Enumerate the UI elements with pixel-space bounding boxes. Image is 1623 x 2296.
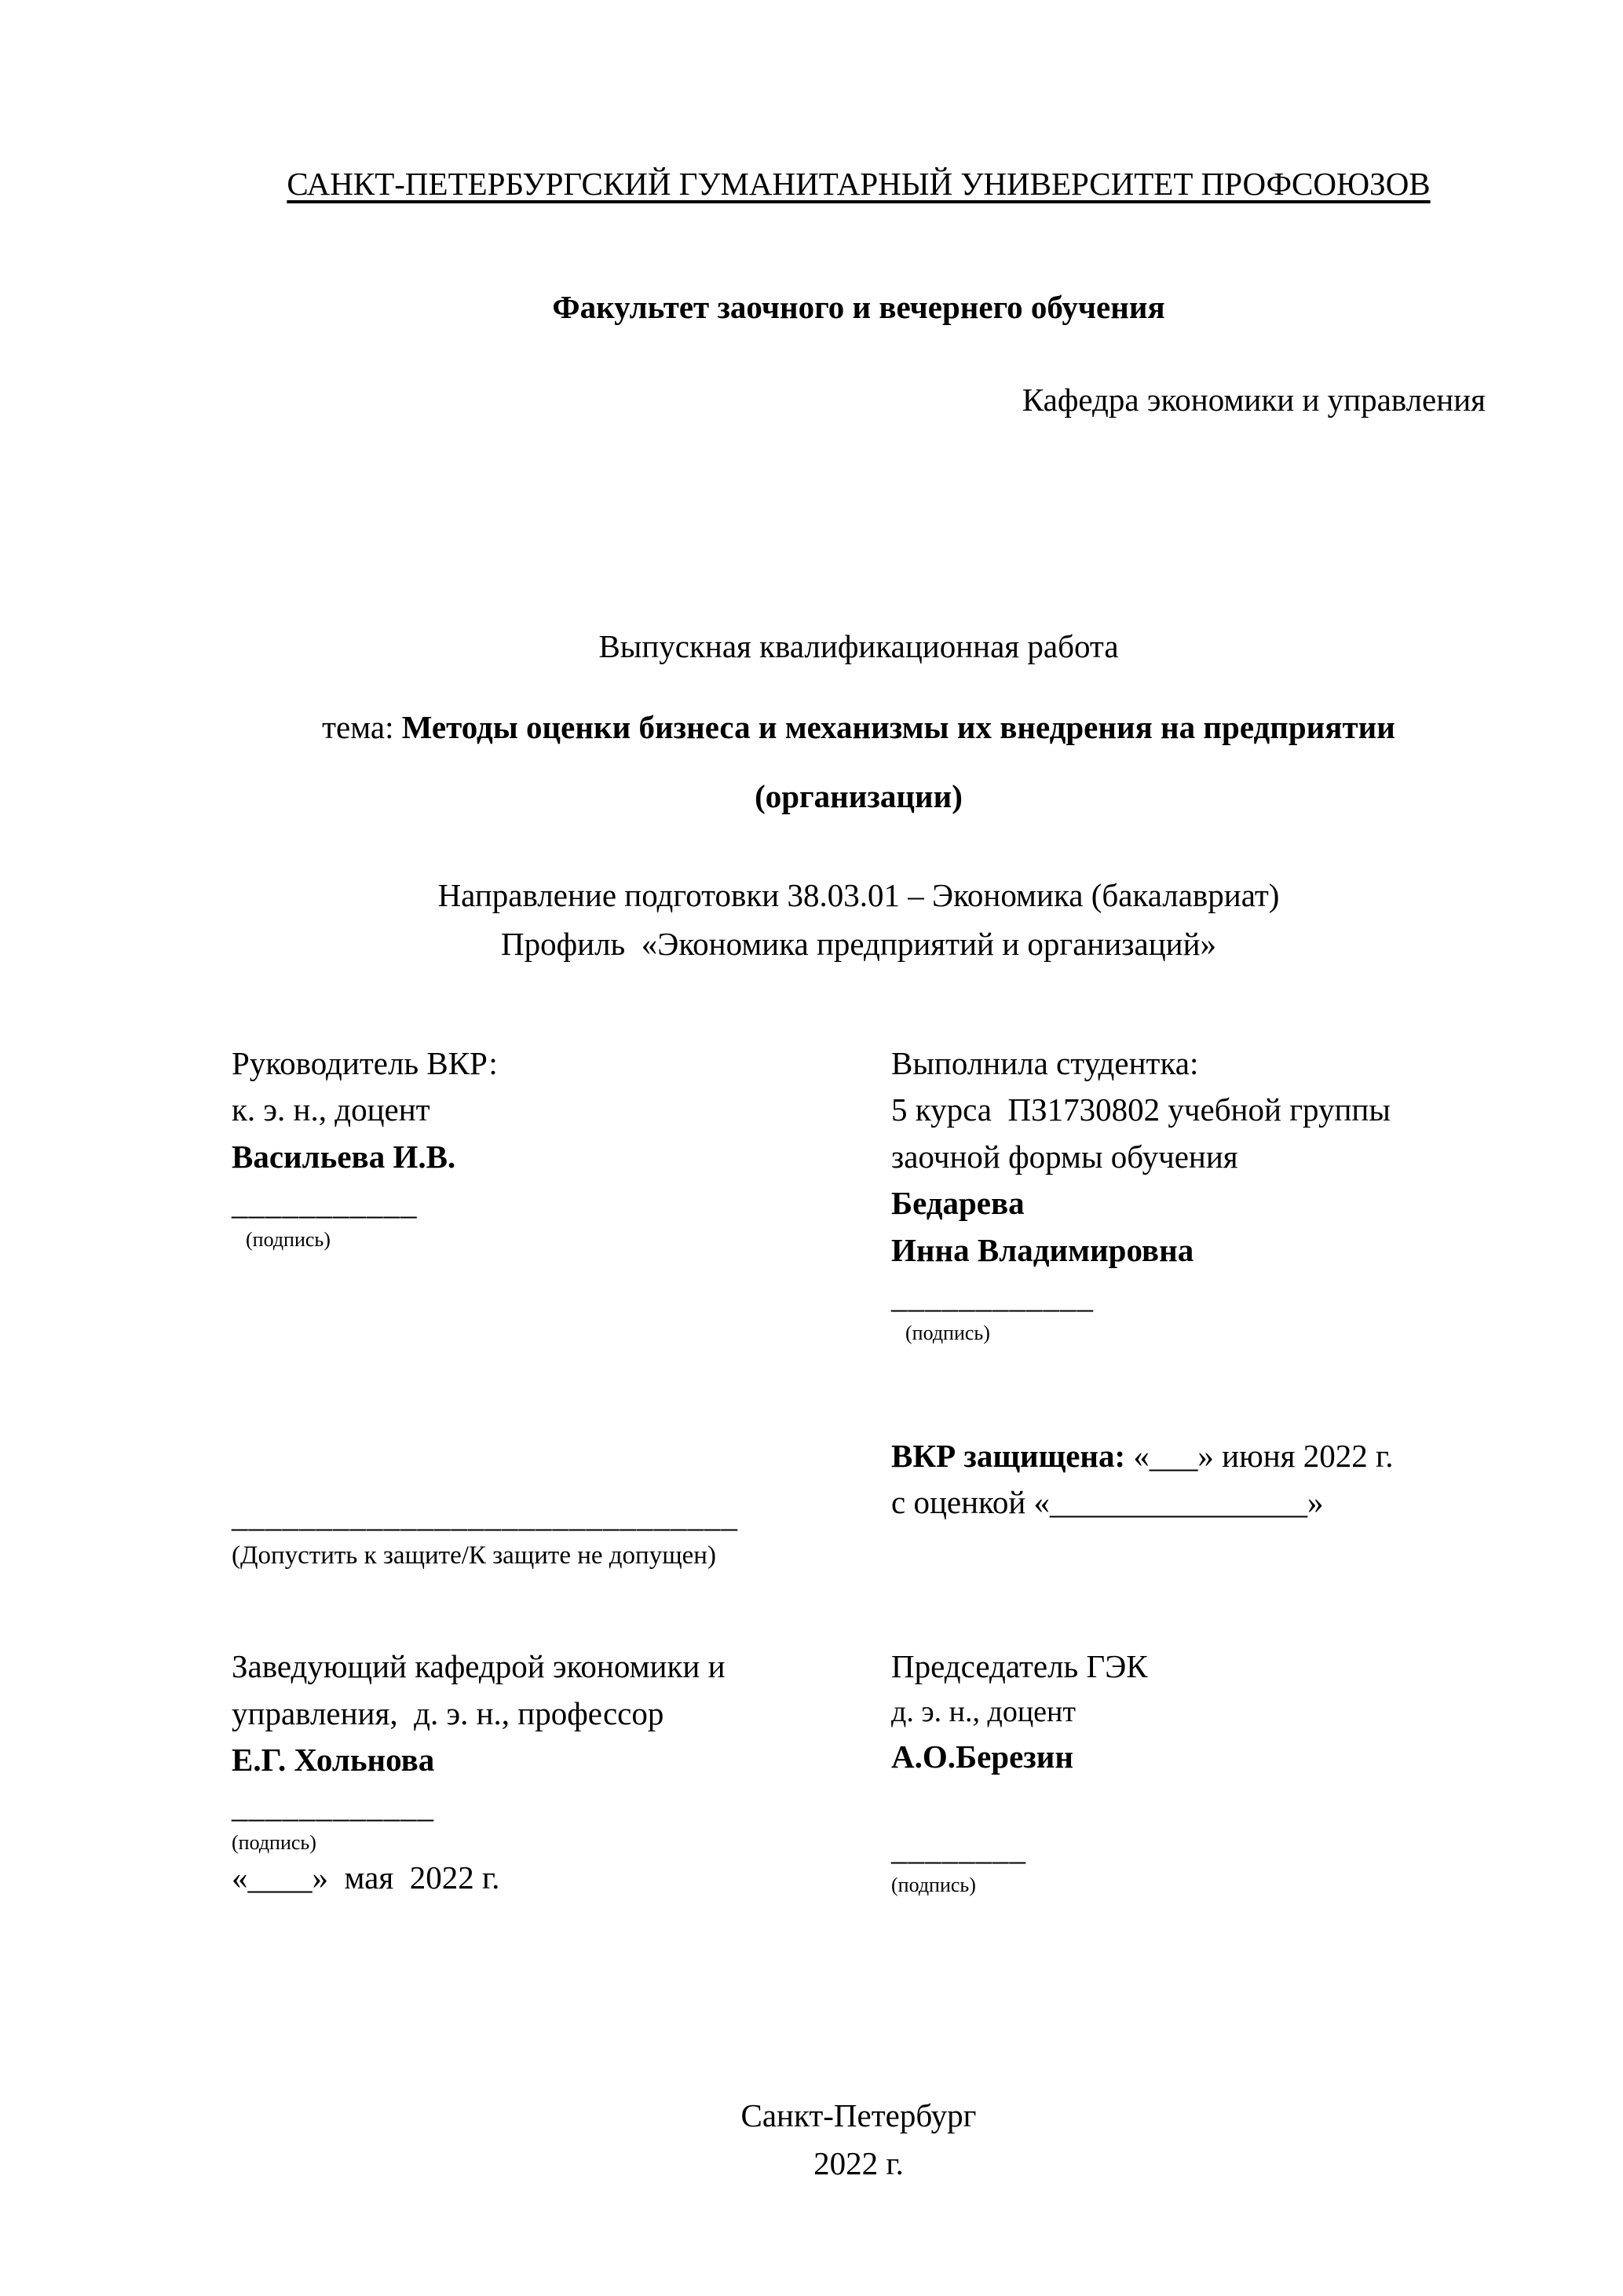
head-signature-line: ____________ xyxy=(232,1788,434,1825)
faculty-name: Факультет заочного и вечернего обучения xyxy=(552,289,1165,326)
admission-caption: (Допустить к защите/К защите не допущен) xyxy=(232,1541,716,1570)
footer-city: Санкт-Петербург xyxy=(740,2097,977,2133)
chairman-signature-line: ________ xyxy=(891,1830,1026,1867)
student-signature-line: ____________ xyxy=(891,1278,1094,1315)
defense-date-line xyxy=(891,1433,1486,1479)
supervisor-role: Руководитель ВКР: xyxy=(232,1045,498,1082)
supervisor-signature-caption: (подпись) xyxy=(246,1227,331,1251)
defense-grade-line: с оценкой «________________» xyxy=(891,1484,1324,1521)
footer-year: 2022 г. xyxy=(813,2145,904,2182)
heads-row xyxy=(232,1643,1486,1901)
defense-date: «___» июня 2022 г. xyxy=(1133,1437,1394,1474)
people-row xyxy=(232,1040,1486,1345)
student-heading: Выполнила студентка: xyxy=(891,1045,1199,1082)
department-name: Кафедра экономики и управления xyxy=(1022,381,1486,418)
chairman-degree: д. э. н., доцент xyxy=(891,1695,1076,1728)
supervisor-degree: к. э. н., доцент xyxy=(232,1091,430,1128)
direction-line: Направление подготовки 38.03.01 – Экономика (бакалавриат) xyxy=(437,877,1280,914)
supervisor-name: Васильева И.В. xyxy=(232,1138,456,1175)
student-signature-caption: (подпись) xyxy=(905,1321,990,1344)
head-of-department-block xyxy=(232,1643,891,1901)
university-name: САНКТ-ПЕТЕРБУРГСКИЙ ГУМАНИТАРНЫЙ УНИВЕРСИТЕТ ПРОФСОЮЗОВ xyxy=(287,166,1431,202)
defense-block xyxy=(891,1433,1486,1526)
chairman-block xyxy=(891,1643,1486,1897)
program-block xyxy=(232,872,1486,968)
defense-label: ВКР защищена: xyxy=(891,1437,1134,1474)
head-date-line: «____» мая 2022 г. xyxy=(232,1859,500,1896)
admission-block xyxy=(232,1433,891,1573)
thesis-topic xyxy=(232,693,1486,831)
student-block xyxy=(891,1040,1486,1345)
work-type: Выпускная квалификационная работа xyxy=(598,628,1119,665)
student-group: 5 курса ПЗ1730802 учебной группы xyxy=(891,1091,1391,1128)
head-name: Е.Г. Хольнова xyxy=(232,1742,435,1779)
head-signature-caption: (подпись) xyxy=(232,1830,316,1854)
supervisor-signature-line: ___________ xyxy=(232,1185,418,1222)
profile-line: Профиль «Экономика предприятий и организаций» xyxy=(500,925,1217,962)
head-title-line1: Заведующий кафедрой экономики и xyxy=(232,1648,726,1685)
student-surname: Бедарева xyxy=(891,1185,1025,1222)
student-form: заочной формы обучения xyxy=(891,1138,1238,1175)
admission-line: ______________________________ xyxy=(232,1497,738,1534)
chairman-name: А.О.Березин xyxy=(891,1738,1074,1775)
chairman-signature-caption: (подпись) xyxy=(891,1873,976,1896)
head-title-line2: управления, д. э. н., профессор xyxy=(232,1695,664,1731)
admission-defense-row xyxy=(232,1433,1486,1573)
topic-label: тема: xyxy=(322,708,402,745)
footer-block xyxy=(232,2092,1486,2188)
topic-text: Методы оценки бизнеса и механизмы их внедрения на предприятии (организации) xyxy=(401,708,1395,814)
chairman-title: Председатель ГЭК xyxy=(891,1648,1148,1685)
student-given-names: Инна Владимировна xyxy=(891,1231,1194,1268)
supervisor-block xyxy=(232,1040,891,1252)
